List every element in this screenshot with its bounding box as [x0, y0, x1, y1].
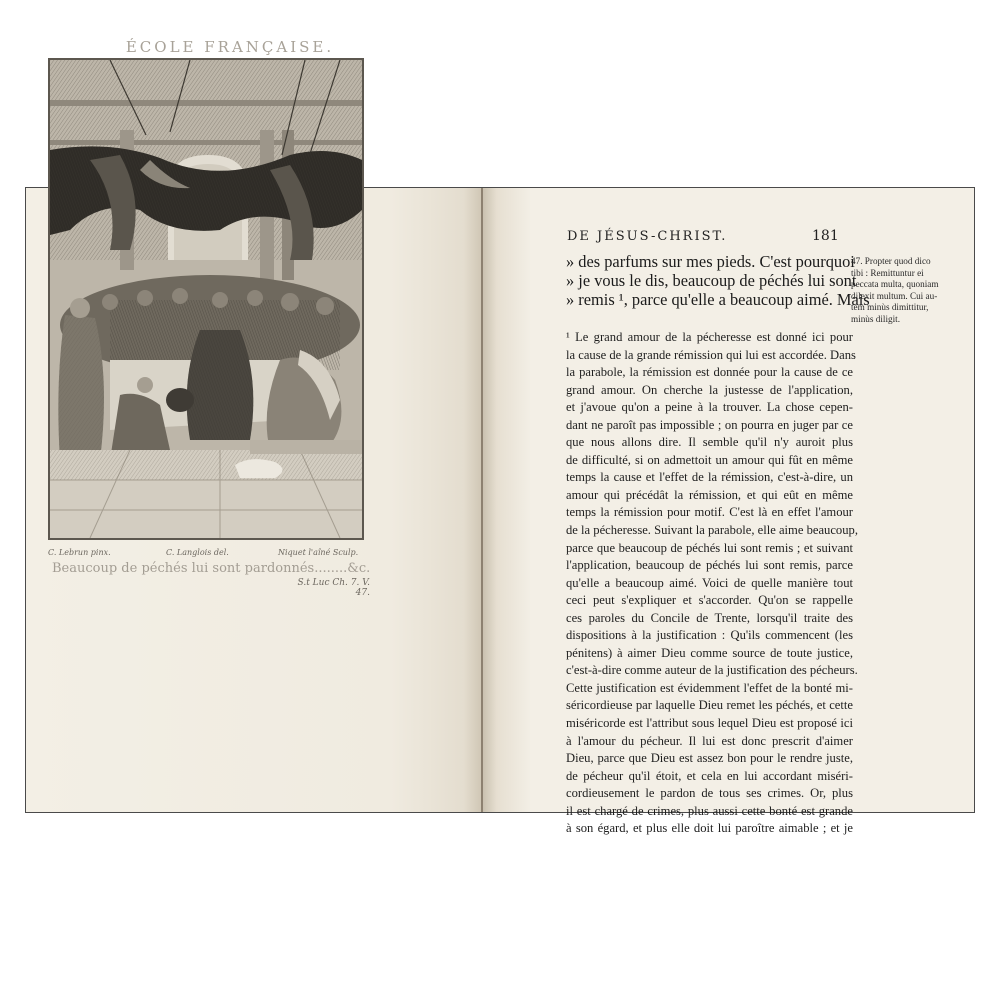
draughtsman-credit: C. Langlois del. — [166, 548, 229, 557]
footnote-line: la parabole, la rémission est donnée pour la cause de ce — [566, 365, 853, 380]
footnote-line: temps la cause et l'effet de la rémission, c'est-à-dire, un — [566, 470, 853, 485]
footnote-line: ceci peut s'expliquer et s'accorder. Qu'on se rappelle — [566, 593, 853, 608]
text-line: » remis ¹, parce qu'elle a beaucoup aimé. Mais — [566, 290, 870, 309]
main-text — [566, 252, 870, 309]
engraver-credit: Niquet l'aîné Sculp. — [278, 548, 359, 557]
footnote-line: séricordieuse par laquelle Dieu remet les péchés, et cette — [566, 698, 853, 713]
footnote-line: de difficulté, si on admettoit un amour qui fût en même — [566, 452, 853, 467]
footnote-line: amour qui précédât la rémission, et qui eût en même — [566, 487, 853, 502]
caption-reference: S.t Luc Ch. 7. V. 47. — [297, 578, 370, 598]
left-page-header: ÉCOLE FRANÇAISE. — [125, 38, 335, 56]
footnote-line: il est chargé de crimes, plus aussi cette bonté est grande — [566, 803, 853, 818]
side-note-line: minùs diligit. — [851, 313, 901, 324]
footnote-text — [566, 329, 858, 838]
side-note-line: tem minùs dimittitur, — [851, 302, 929, 312]
footnote-line: la cause de la grande rémission qui lui est accordée. Dans — [566, 347, 856, 362]
engraving-credits — [48, 548, 364, 562]
footnote-line: ¹ Le grand amour de la pécheresse est donné ici pour — [566, 330, 853, 344]
side-note-line: dilexit multum. Cui au- — [851, 290, 938, 301]
text-line: » des parfums sur mes pieds. C'est pourquoi — [566, 252, 855, 271]
footnote-line: c'est-à-dire comme auteur de la justification des pécheurs. — [566, 663, 858, 678]
page-number: 181 — [812, 228, 839, 244]
footnote-line: miséricorde est l'attribut sous lequel Dieu est proposé ici — [566, 716, 853, 731]
painter-credit: C. Lebrun pinx. — [48, 548, 111, 557]
footnote-line: cordieusement le pardon de tous ses crimes. Or, plus — [566, 786, 853, 801]
footnote-line: ces paroles du Concile de Trente, lorsqu'il traite des — [566, 610, 853, 625]
footnote-line: dant ne paroît pas impossible ; on pourra en juger par ce — [566, 417, 853, 432]
engraving-icon — [50, 60, 362, 538]
footnote-line: de la pécheresse. Suivant la parabole, elle aime beaucoup, — [566, 523, 858, 538]
footnote-line: à l'amour du pécheur. Il lui est donc prescrit d'aimer — [566, 733, 853, 748]
side-note-line: tibi : Remittuntur ei — [851, 267, 924, 278]
footnote-line: dispositions à la justification : Qu'ils commencent (les — [566, 628, 853, 643]
footnote-line: pénitens) à aimer Dieu comme source de toute justice, — [566, 645, 853, 660]
footnote-line: parce que beaucoup de péchés lui sont remis ; et suivant — [566, 540, 853, 555]
footnote-line: de pécheur qu'il étoit, et cela en lui accordant miséri- — [566, 768, 853, 783]
footnote-line: temps la rémission pour motif. C'est là en effet l'amour — [566, 505, 853, 520]
side-note-line: 47. Propter quod dico — [851, 256, 931, 266]
engraving-plate — [48, 58, 364, 540]
engraving-caption: Beaucoup de péchés lui sont pardonnés........&c. — [52, 561, 371, 576]
latin-side-note — [851, 256, 951, 325]
footnote-line: et j'avoue qu'on a peine à la trouver. La chose cepen- — [566, 400, 853, 415]
footnote-line: que nous allons dire. Il semble qu'il n'y auroit plus — [566, 435, 853, 450]
footnote-line: qu'elle a beaucoup aimé. Voici de quelle manière tout — [566, 575, 853, 590]
footnote-line: Cette justification est évidemment l'effet de la bonté mi- — [566, 680, 853, 695]
footnote-line: l'application, beaucoup de péchés lui sont remis, parce — [566, 558, 853, 573]
running-head: DE JÉSUS-CHRIST. — [567, 229, 728, 244]
book-gutter — [481, 188, 483, 812]
side-note-line: peccata multa, quoniam — [851, 279, 939, 289]
footnote-line: grand amour. On cherche la justesse de l'application, — [566, 382, 853, 397]
text-line: » je vous le dis, beaucoup de péchés lui sont — [566, 271, 857, 290]
footnote-line: Dieu, parce que Dieu est assez bon pour le rendre juste, — [566, 751, 853, 766]
footnote-line: à son égard, et plus elle doit lui paroître aimable ; et je — [566, 821, 853, 836]
